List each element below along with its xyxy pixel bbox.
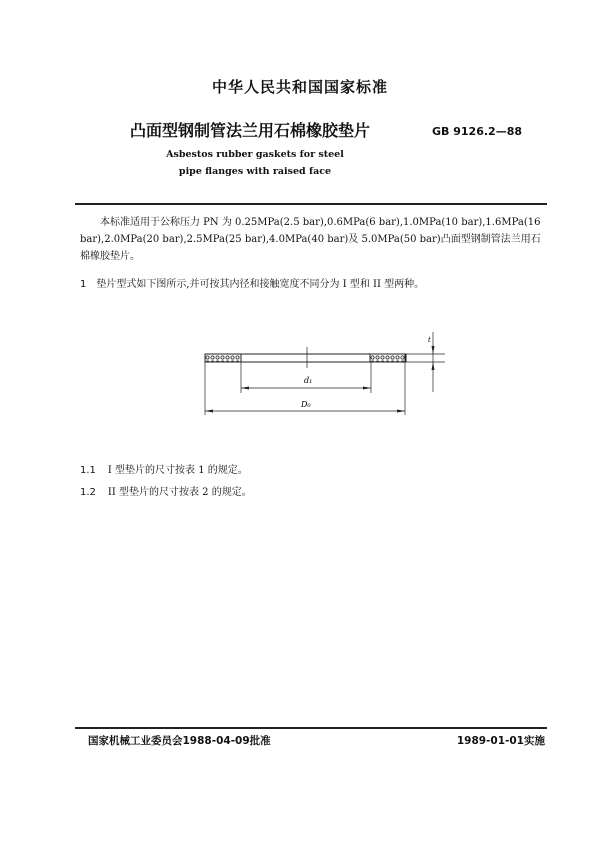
gasket-section-left xyxy=(205,354,241,362)
outer-diameter-label: D₀ xyxy=(301,400,311,409)
english-title-line1: Asbestos rubber gaskets for steel xyxy=(166,149,344,160)
intro-line: bar),2.0MPa(20 bar),2.5MPa(25 bar),4.0MPa(40 bar)及 5.0MPa(50 bar)凸面型钢制管法兰用石 xyxy=(80,234,541,245)
intro-line: 棉橡胶垫片。 xyxy=(80,251,140,262)
section-text: I 型垫片的尺寸按表 1 的规定。 xyxy=(107,465,248,476)
footer-rule xyxy=(75,727,547,729)
gasket-section-right xyxy=(370,354,406,362)
gasket-diagram xyxy=(190,320,450,420)
national-standard-heading: 中华人民共和国国家标准 xyxy=(211,78,388,96)
intro-line: 本标准适用于公称压力 PN 为 0.25MPa(2.5 bar),0.6MPa(6 bar),1.0MPa(10 bar),1.6MPa(16 xyxy=(100,217,541,228)
section-text: 垫片型式如下图所示,并可按其内径和接触宽度不同分为 I 型和 II 型两种。 xyxy=(96,279,425,290)
inner-diameter-label: d₁ xyxy=(304,376,313,385)
intro-paragraph xyxy=(80,214,548,265)
section-text: II 型垫片的尺寸按表 2 的规定。 xyxy=(107,487,252,498)
implementation-date: 1989-01-01实施 xyxy=(456,735,545,747)
section-number: 1 xyxy=(80,279,87,290)
standard-code: GB 9126.2—88 xyxy=(432,125,522,138)
approval-info: 国家机械工业委员会1988-04-09批准 xyxy=(88,735,271,747)
section-number: 1.2 xyxy=(80,487,96,498)
document-title: 凸面型钢制管法兰用石棉橡胶垫片 xyxy=(130,121,371,140)
english-title-line2: pipe flanges with raised face xyxy=(178,166,332,177)
header-rule xyxy=(75,203,547,205)
thickness-label: t xyxy=(428,336,431,344)
section-1 xyxy=(80,275,424,290)
section-1-1 xyxy=(80,461,248,476)
section-1-2 xyxy=(80,483,252,498)
section-number: 1.1 xyxy=(80,465,96,476)
